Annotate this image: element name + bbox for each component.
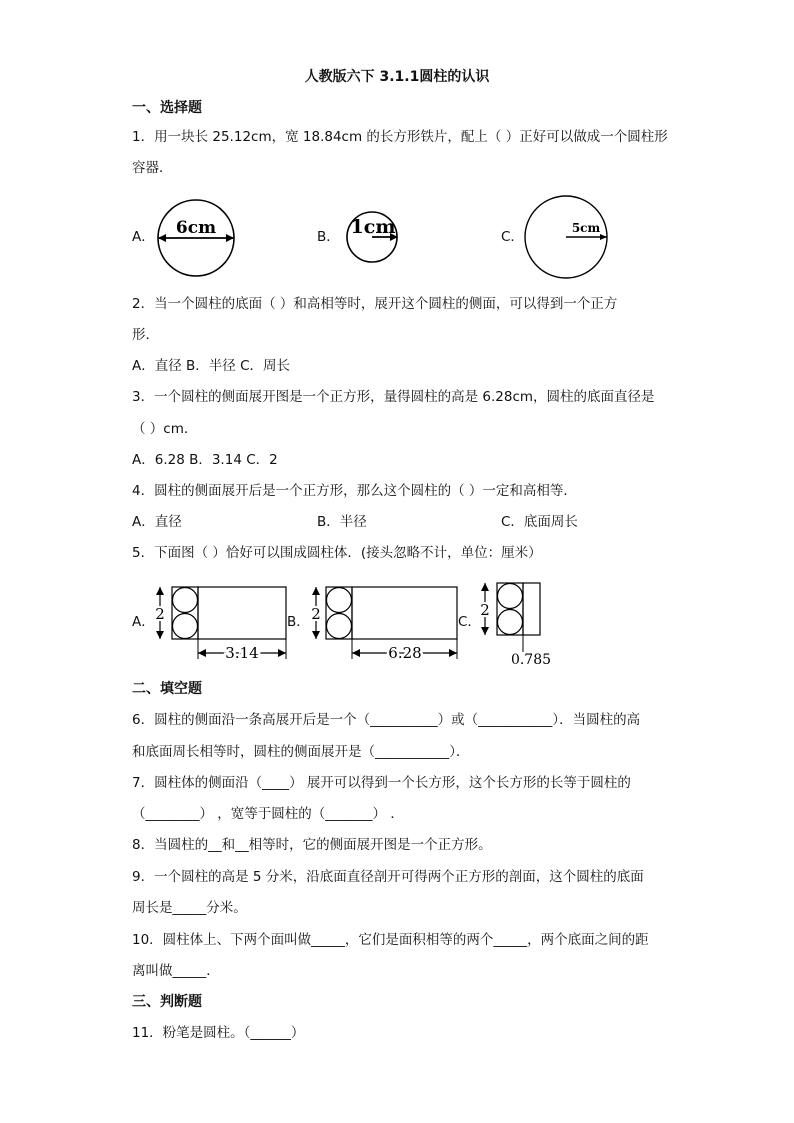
q5-option-b-label: B． <box>287 614 310 630</box>
q8-text-line1: 8．当圆柱的__和__相等时，它的侧面展开图是一个正方形。 <box>132 837 492 853</box>
arrow-down-icon <box>156 631 164 639</box>
q1-option-c-label: C． <box>501 229 524 245</box>
section-heading-fill: 二、填空题 <box>132 681 202 697</box>
q1-option-c-figure <box>522 194 610 282</box>
q3-text-line2: （ ）cm． <box>132 421 198 437</box>
arrow-right-icon <box>226 234 234 242</box>
base-circle-bottom <box>327 614 352 639</box>
arrow-left-icon <box>352 649 360 657</box>
height-label: 2 <box>155 605 165 623</box>
width-label: 6.28 <box>388 644 422 662</box>
q2-text-line1: 2．当一个圆柱的底面（ ）和高相等时，展开这个圆柱的侧面，可以得到一个正方 <box>132 296 618 312</box>
q4-option-c: C．底面周长 <box>501 514 578 530</box>
base-circle-top <box>173 588 198 613</box>
q5-option-a-figure <box>150 582 290 664</box>
page-title: 人教版六下 3.1.1圆柱的认识 <box>304 69 490 85</box>
radius-label: 1cm <box>350 216 396 238</box>
section-heading-judge: 三、判断题 <box>132 994 202 1010</box>
arrow-down-icon <box>481 627 489 635</box>
arrow-up-icon <box>312 587 320 595</box>
diameter-label: 6cm <box>175 218 217 238</box>
q7-text-line1: 7．圆柱体的侧面沿（____） 展开可以得到一个长方形，这个长方形的长等于圆柱的 <box>132 775 631 791</box>
q1-option-b-label: B． <box>317 229 340 245</box>
q1-text-line2: 容器． <box>132 160 173 176</box>
base-circle-bottom <box>173 614 198 639</box>
arrow-up-icon <box>156 587 164 595</box>
q3-options: A．6.28 B．3.14 C．2 <box>132 452 278 468</box>
q9-text-line1: 9．一个圆柱的高是 5 分米，沿底面直径剖开可得两个正方形的剖面，这个圆柱的底面 <box>132 869 644 885</box>
arrow-down-icon <box>312 631 320 639</box>
arrow-up-icon <box>481 583 489 591</box>
lateral-rectangle <box>198 587 286 639</box>
q1-option-b-figure <box>343 207 403 267</box>
q2-options: A．直径 B．半径 C．周长 <box>132 358 291 374</box>
arrow-right-icon <box>278 649 286 657</box>
lateral-rectangle <box>352 587 457 639</box>
width-label: 0.785 <box>510 652 552 668</box>
q6-text-line1: 6．圆柱的侧面沿一条高展开后是一个（__________）或（___________）．当圆柱的高 <box>132 712 641 728</box>
q5-option-b-figure <box>306 582 462 664</box>
base-circle-top <box>327 588 352 613</box>
section-heading-choice: 一、选择题 <box>132 100 202 116</box>
q4-text-line1: 4．圆柱的侧面展开后是一个正方形，那么这个圆柱的（ ）一定和高相等． <box>132 483 577 499</box>
arrow-left-icon <box>198 649 206 657</box>
arrow-right-icon <box>449 649 457 657</box>
q5-option-a-label: A． <box>132 614 155 630</box>
q3-text-line1: 3．一个圆柱的侧面展开图是一个正方形，量得圆柱的高是 6.28cm，圆柱的底面直径是 <box>132 389 655 405</box>
arrow-right-icon <box>600 234 607 240</box>
arrow-left-icon <box>158 234 166 242</box>
q5-option-c-label: C． <box>458 614 481 630</box>
q5-text-line1: 5．下面图（ ）恰好可以围成圆柱体．(接头忽略不计，单位：厘米） <box>132 545 542 561</box>
height-label: 2 <box>480 601 490 619</box>
q9-text-line2: 周长是_____分米。 <box>132 900 247 916</box>
q4-option-b: B．半径 <box>317 514 367 530</box>
q4-option-a: A．直径 <box>132 514 182 530</box>
q11-text-line1: 11．粉笔是圆柱。（______） <box>132 1025 305 1041</box>
height-label: 2 <box>311 605 321 623</box>
q1-text-line1: 1．用一块长 25.12cm，宽 18.84cm 的长方形铁片，配上（ ）正好可以做成一个圆柱形 <box>132 129 668 145</box>
base-circle-top <box>498 584 523 609</box>
q6-text-line2: 和底面周长相等时，圆柱的侧面展开是（___________）． <box>132 744 470 760</box>
q1-option-a-figure <box>154 197 238 279</box>
width-label: 3.14 <box>225 644 259 662</box>
q2-text-line2: 形． <box>132 327 159 343</box>
base-circle-bottom <box>498 610 523 635</box>
q7-text-line2: （________） ，宽等于圆柱的（_______） ． <box>132 806 404 822</box>
q1-option-a-label: A． <box>132 229 155 245</box>
q10-text-line1: 10．圆柱体上、下两个面叫做_____，它们是面积相等的两个_____，两个底面之间的距 <box>132 932 649 948</box>
q5-option-c-figure <box>475 578 555 668</box>
radius-label: 5cm <box>571 221 601 235</box>
lateral-rectangle <box>523 583 540 635</box>
q10-text-line2: 离叫做_____． <box>132 963 220 979</box>
